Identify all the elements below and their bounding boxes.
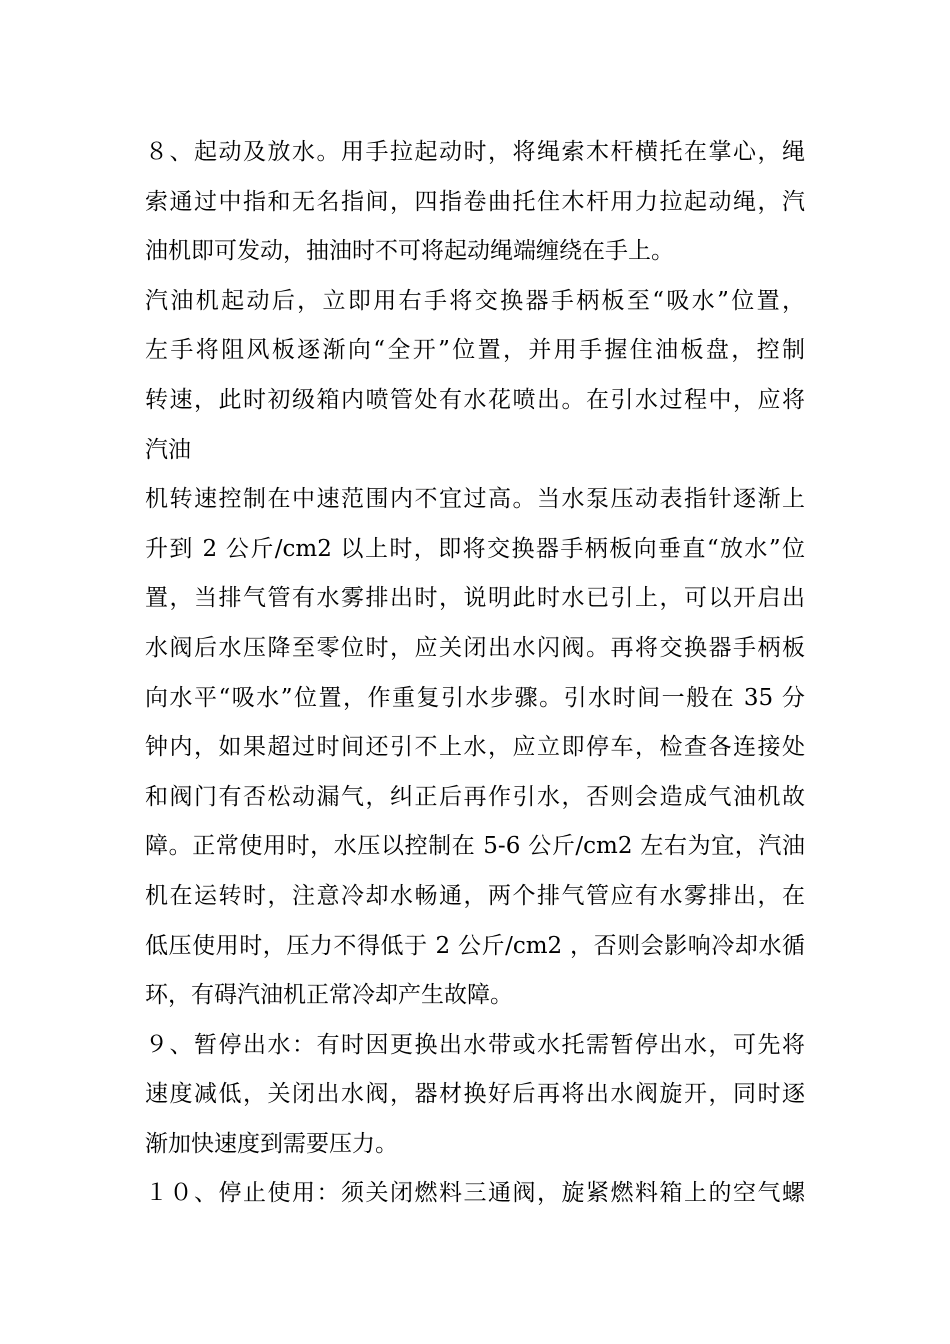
text-line: 钟内，如果超过时间还引不上水，应立即停车，检查各连接处 [145, 734, 805, 761]
text-line: 汽油机起动后，立即用右手将交换器手柄板至“吸水”位置， [145, 287, 805, 314]
text-line: 环，有碍汽油机正常冷却产生故障。 [145, 982, 513, 1009]
text-line: 左手将阻风板逐渐向“全开”位置，并用手握住油板盘，控制 [145, 337, 805, 364]
document-page [145, 128, 805, 1219]
text-line: 升到 2 公斤/cm2 以上时，即将交换器手柄板向垂直“放水”位 [145, 535, 805, 562]
text-line: 障。正常使用时，水压以控制在 5-6 公斤/cm2 左右为宜，汽油 [145, 833, 805, 860]
text-line: 索通过中指和无名指间，四指卷曲托住木杆用力拉起动绳，汽 [145, 188, 805, 215]
text-line: 汽油 [145, 436, 191, 463]
text-line: 机转速控制在中速范围内不宜过高。当水泵压动表指针逐渐上 [145, 486, 805, 513]
text-line: 油机即可发动，抽油时不可将起动绳端缠绕在手上。 [145, 238, 674, 265]
text-line: 向水平“吸水”位置，作重复引水步骤。引水时间一般在 35 分 [145, 684, 805, 711]
text-line: ９、暂停出水：有时因更换出水带或水托需暂停出水，可先将 [145, 1031, 805, 1058]
text-line: 和阀门有否松动漏气，纠正后再作引水，否则会造成气油机故 [145, 783, 805, 810]
text-line: 水阀后水压降至零位时，应关闭出水闪阀。再将交换器手柄板 [145, 634, 805, 661]
text-line: １０、停止使用：须关闭燃料三通阀，旋紧燃料箱上的空气螺 [145, 1180, 805, 1207]
text-line: 转速，此时初级箱内喷管处有水花喷出。在引水过程中，应将 [145, 386, 805, 413]
text-line: 速度减低，关闭出水阀，器材换好后再将出水阀旋开，同时逐 [145, 1081, 805, 1108]
text-line: 低压使用时，压力不得低于 2 公斤/cm2 ，否则会影响冷却水循 [145, 932, 805, 959]
text-line: 置，当排气管有水雾排出时，说明此时水已引上，可以开启出 [145, 585, 805, 612]
text-line: ８、起动及放水。用手拉起动时，将绳索木杆横托在掌心，绳 [145, 139, 805, 165]
text-line: 渐加快速度到需要压力。 [145, 1130, 398, 1157]
text-line: 机在运转时，注意冷却水畅通，两个排气管应有水雾排出，在 [145, 882, 805, 909]
